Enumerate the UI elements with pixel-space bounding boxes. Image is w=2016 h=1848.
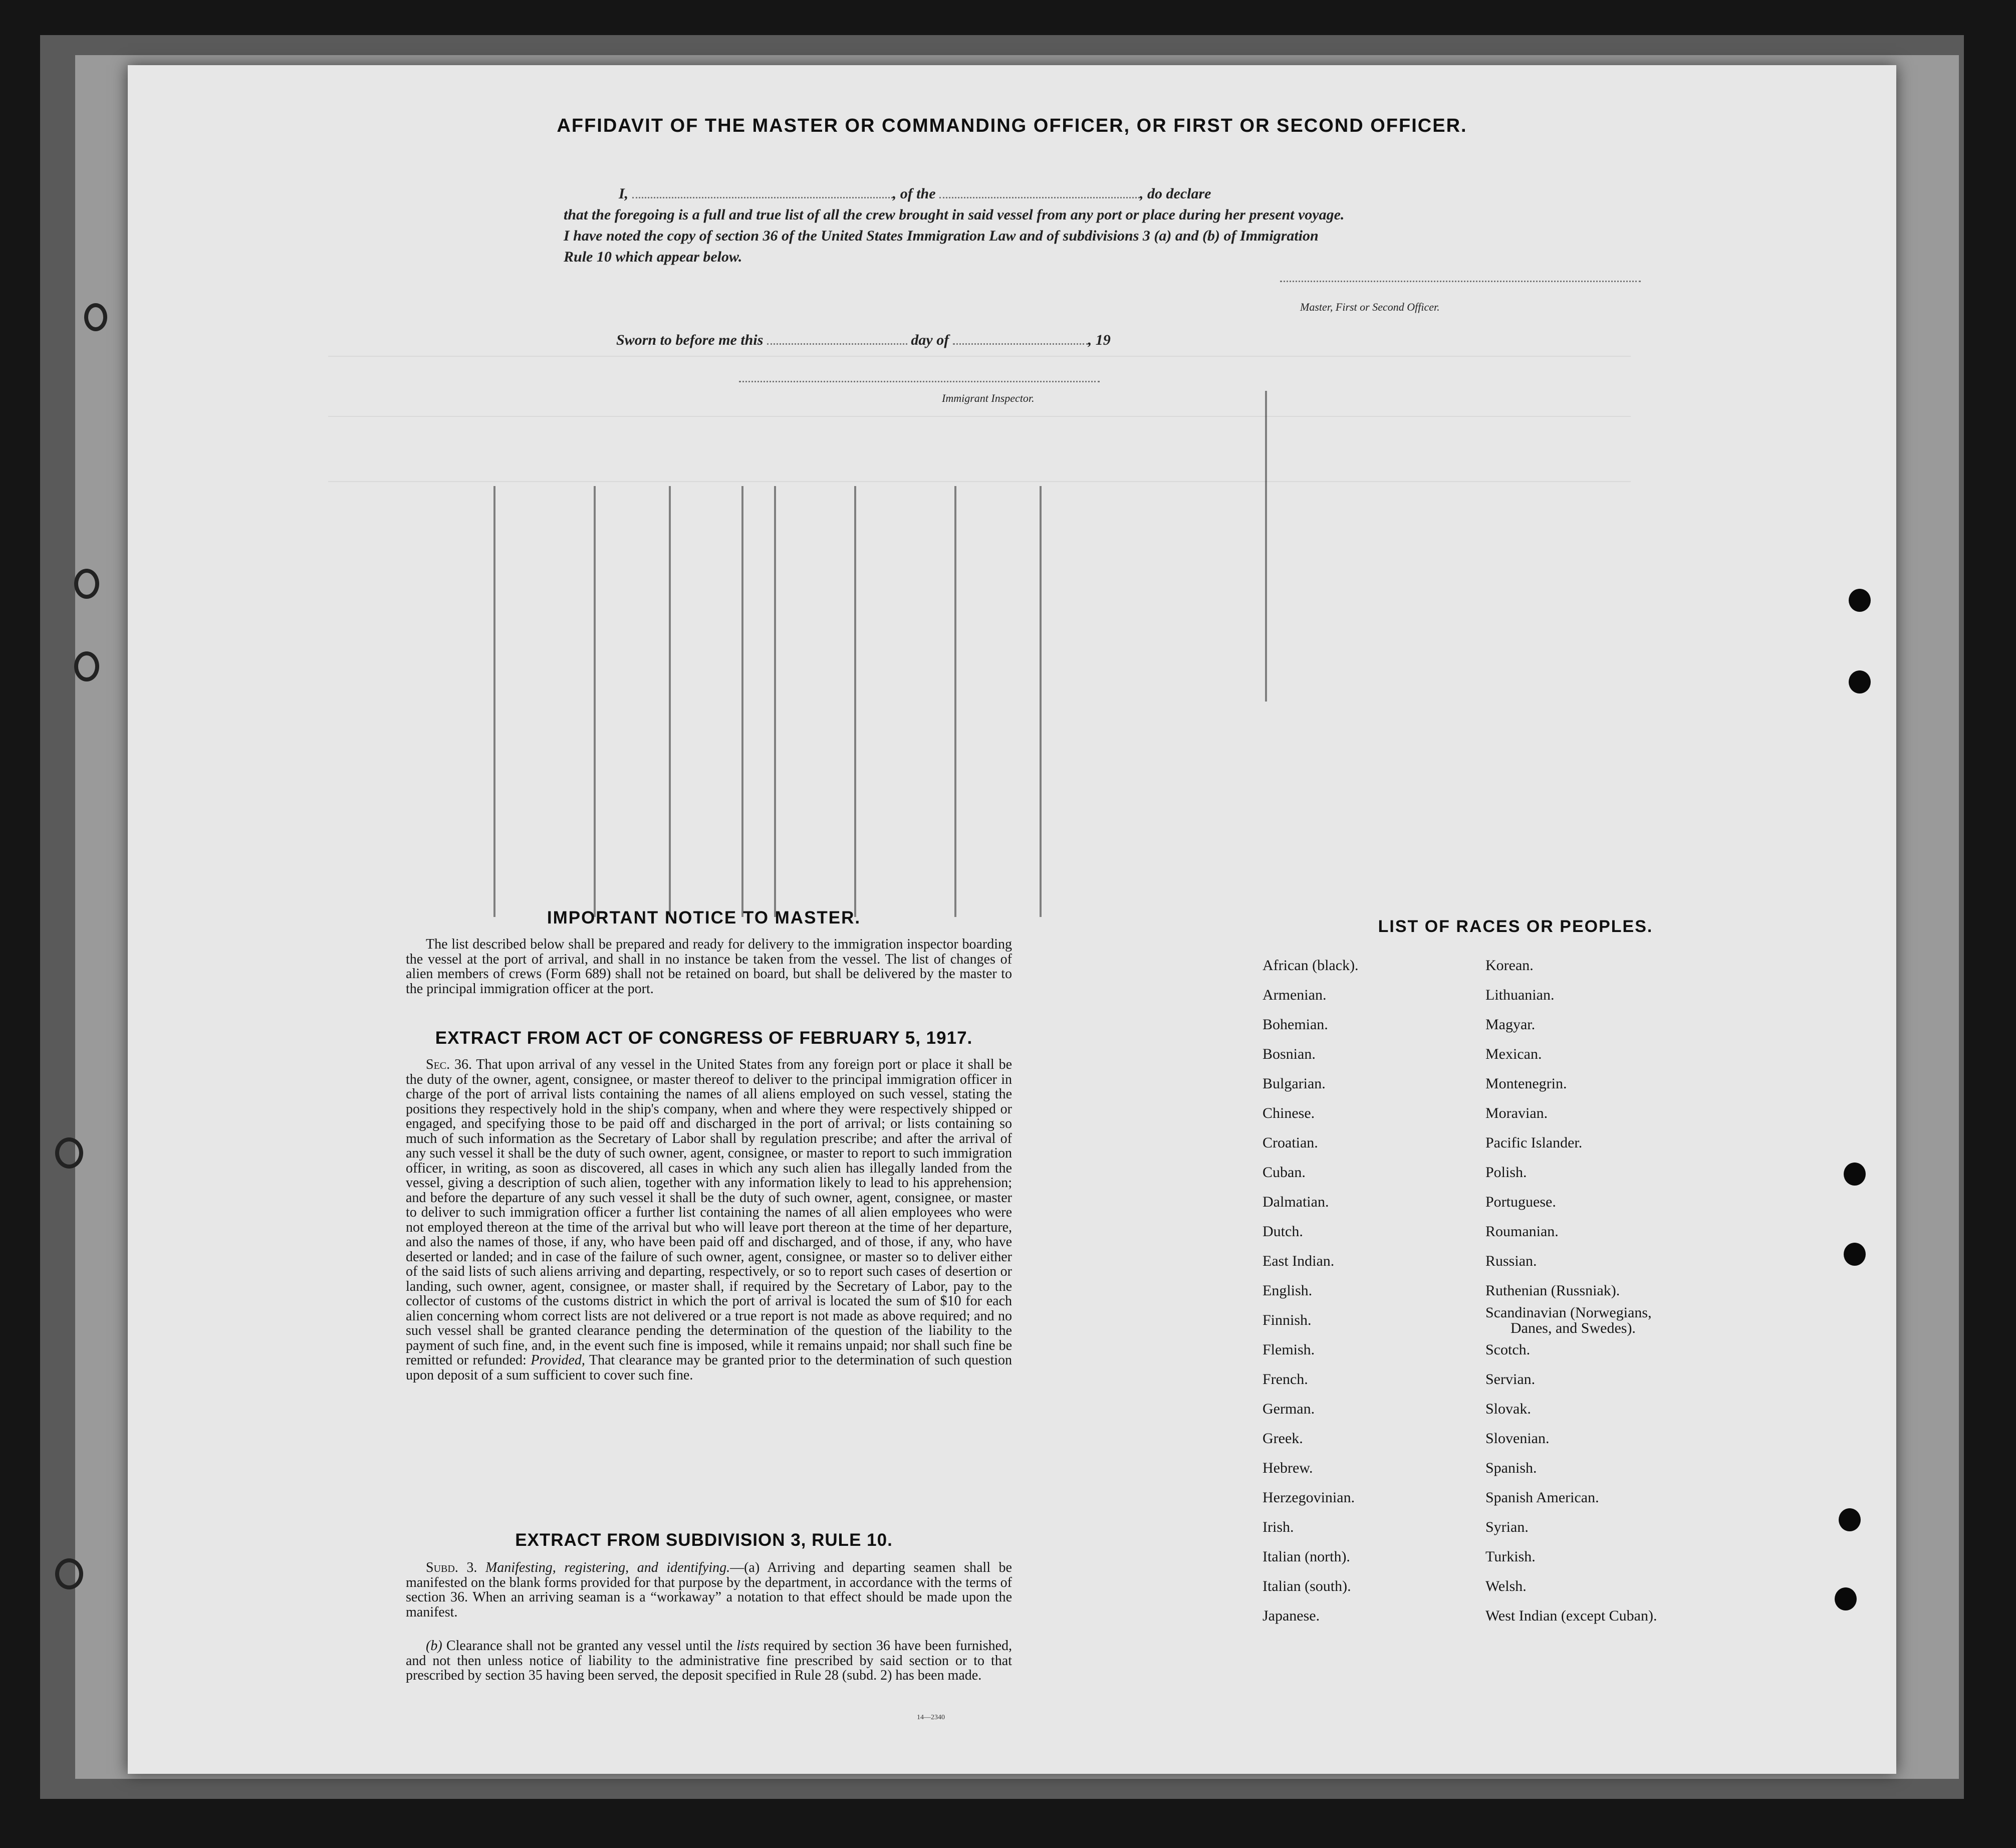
race-item: Roumanian.	[1485, 1223, 1559, 1240]
race-item: Hebrew.	[1263, 1460, 1313, 1476]
binder-hole	[55, 1558, 83, 1589]
race-item: Scandinavian (Norwegians,	[1485, 1304, 1652, 1321]
vessel-blank	[939, 197, 1140, 198]
rule-extract-para-b	[406, 1639, 1012, 1683]
race-item: Dalmatian.	[1263, 1194, 1329, 1210]
race-item: Bosnian.	[1263, 1046, 1316, 1062]
sworn-text: Sworn to before me this	[616, 332, 764, 348]
month-blank	[953, 343, 1088, 345]
para-b-label: (b)	[426, 1638, 442, 1654]
declaration-line-4: Rule 10 which appear below.	[564, 249, 742, 265]
race-item: Pacific Islander.	[1485, 1134, 1583, 1151]
section-36-end: That clearance may be granted prior to the determination of such question upon deposit of a sum sufficient to cover such fine.	[406, 1352, 1013, 1383]
bleed-through-rule	[493, 486, 495, 917]
race-item: Servian.	[1485, 1371, 1536, 1388]
race-item: Finnish.	[1263, 1312, 1312, 1328]
notice-text	[406, 937, 1012, 996]
race-item: Lithuanian.	[1485, 987, 1555, 1003]
race-item: Italian (north).	[1263, 1548, 1350, 1565]
declaration-line-1	[619, 185, 1211, 202]
binder-hole	[84, 303, 107, 331]
race-item: Spanish American.	[1485, 1489, 1599, 1506]
race-item: Japanese.	[1263, 1607, 1320, 1624]
rule-extract-para-a	[406, 1560, 1012, 1620]
year-text: , 19	[1088, 332, 1111, 348]
sworn-line	[616, 332, 1111, 349]
punch-hole	[1844, 1163, 1866, 1186]
notice-title: IMPORTANT NOTICE TO MASTER.	[547, 908, 861, 928]
binder-hole	[74, 651, 99, 681]
para-b-lists: lists	[736, 1638, 760, 1654]
race-item: Russian.	[1485, 1253, 1537, 1269]
bleed-through-rule	[328, 356, 1631, 357]
race-item: Croatian.	[1263, 1134, 1318, 1151]
declaration-line-3: I have noted the copy of section 36 of the United States Immigration Law and of subdivisions 3 (a) and (b) of Immigration	[564, 227, 1319, 244]
subd-heading: Manifesting, registering, and identifying.	[485, 1560, 730, 1575]
race-item: Herzegovinian.	[1263, 1489, 1355, 1506]
punch-hole	[1839, 1508, 1861, 1531]
bleed-through-rule	[328, 416, 1631, 417]
para-b-text-2: required by section 36 have been furnished, and not then unless notice of liability to the administrative fine prescribed by said section or to that prescribed by section 35 having been served, the deposit specified in Rule 28 (subd. 2) has been made.	[406, 1638, 1013, 1683]
race-item: East Indian.	[1263, 1253, 1335, 1269]
bleed-through-rule	[328, 481, 1631, 482]
race-item-continued: Danes, and Swedes).	[1510, 1320, 1636, 1336]
race-item: Flemish.	[1263, 1341, 1315, 1358]
notice-body: The list described below shall be prepared and ready for delivery to the immigration inspector boarding the vessel at the port of arrival, and shall in no instance be taken from the vessel. The list of changes of alien members of crews (Form 689) shall not be retained on board, but shall be delivered by the master to the principal immigration officer at the port.	[406, 937, 1012, 997]
race-item: Portuguese.	[1485, 1194, 1556, 1210]
race-item: Mexican.	[1485, 1046, 1542, 1062]
race-item: Montenegrin.	[1485, 1075, 1567, 1092]
race-item: Magyar.	[1485, 1016, 1536, 1033]
race-item: Slovenian.	[1485, 1430, 1550, 1447]
race-item: German.	[1263, 1401, 1315, 1417]
subd-para-a: —(a) Arriving and departing seamen shall be manifested on the blank forms provided for that purpose by the department, in accordance with the terms of section 36. When an arriving seaman is a “workaway” a notation to that effect should be made upon the manifest.	[406, 1560, 1012, 1620]
section-36-label: Sec. 36.	[426, 1057, 472, 1072]
races-title: LIST OF RACES OR PEOPLES.	[1378, 917, 1653, 936]
race-item: Greek.	[1263, 1430, 1303, 1447]
race-item: Dutch.	[1263, 1223, 1303, 1240]
master-caption: Master, First or Second Officer.	[1300, 301, 1440, 313]
rule-extract-title: EXTRACT FROM SUBDIVISION 3, RULE 10.	[515, 1530, 893, 1550]
race-item: African (black).	[1263, 957, 1359, 974]
race-item: Chinese.	[1263, 1105, 1315, 1121]
declaration-line-2: that the foregoing is a full and true list of all the crew brought in said vessel from any port or place during her present voyage.	[564, 206, 1345, 223]
provided-word: Provided,	[531, 1352, 585, 1368]
punch-hole	[1849, 589, 1871, 612]
section-36-body: That upon arrival of any vessel in the United States from any foreign port or place it shall be the duty of the owner, agent, consignee, or master thereof to deliver to the principal immigration officer in charge of the port of arrival lists containing the names of all aliens employed on such vessel, stating the positions they respectively hold in the ship's company, when and where they were respectively shipped or engaged, and specifying those to be paid off and discharged in the port of arrival; or lists containing so much of such information as the Secretary of Labor shall by regulation prescribe; and after the arrival of any such vessel it shall be the duty of such owner, agent, consignee, or master to report to such immigration officer, in writing, as soon as discovered, all cases in which any such alien has illegally landed from the vessel, giving a description of such alien, together with any information likely to lead to his apprehension; and before the departure of any such vessel it shall be the duty of such owner, agent, consignee, or master to deliver to such immigration officer a further list containing the names of all alien employees who were not employed thereon at the time of the arrival but who will leave port thereon at the time of her departure, and also the names of those, if any, who have been paid off and discharged, and of those, if any, who have deserted or landed; and in case of the failure of such owner, agent, consignee, or master so to deliver either of the said lists of such aliens arriving and departing, respectively, or so to report such cases of desertion or landing, such owner, agent, consignee, or master shall, if required by the Secretary of Labor, pay to the collector of customs of the customs district in which the port of arrival is located the sum of $10 for each alien concerning whom correct lists are not delivered or a true report is not made as above required; and no such vessel shall be granted clearance pending the determination of the question of the liability to the payment of such fine, and, in the event such fine is imposed, while it remains unpaid; nor shall such fine be remitted or refunded:	[406, 1057, 1012, 1368]
subd-label: Subd. 3.	[426, 1560, 477, 1575]
race-item: Bulgarian.	[1263, 1075, 1326, 1092]
race-item: Syrian.	[1485, 1519, 1529, 1535]
race-item: West Indian (except Cuban).	[1485, 1607, 1657, 1624]
race-item: English.	[1263, 1282, 1313, 1299]
binder-hole	[55, 1137, 83, 1169]
day-blank	[767, 343, 907, 345]
race-item: Polish.	[1485, 1164, 1527, 1181]
race-item: Moravian.	[1485, 1105, 1548, 1121]
race-item: Armenian.	[1263, 987, 1327, 1003]
punch-hole	[1835, 1587, 1857, 1610]
affidavit-title: AFFIDAVIT OF THE MASTER OR COMMANDING OFFICER, OR FIRST OR SECOND OFFICER.	[557, 115, 1467, 136]
binder-hole	[74, 569, 99, 599]
race-item: Irish.	[1263, 1519, 1294, 1535]
act-extract-title: EXTRACT FROM ACT OF CONGRESS OF FEBRUARY 5, 1917.	[435, 1028, 973, 1048]
para-b-text-1: Clearance shall not be granted any vessel until the	[446, 1638, 733, 1654]
bleed-through-rule	[954, 486, 956, 917]
master-signature-line	[1280, 281, 1641, 282]
punch-hole	[1844, 1243, 1866, 1266]
race-item: Cuban.	[1263, 1164, 1306, 1181]
race-item: French.	[1263, 1371, 1308, 1388]
race-item: Italian (south).	[1263, 1578, 1351, 1594]
act-extract-text	[406, 1057, 1012, 1382]
name-blank	[632, 197, 893, 198]
declaration-declare: , do declare	[1140, 185, 1211, 202]
inspector-signature-line	[739, 381, 1100, 382]
race-item: Slovak.	[1485, 1401, 1531, 1417]
bleed-through-rule	[669, 486, 671, 917]
inspector-caption: Immigrant Inspector.	[942, 392, 1035, 404]
bleed-through-rule	[1265, 391, 1267, 702]
race-item: Korean.	[1485, 957, 1534, 974]
bleed-through-rule	[1040, 486, 1042, 917]
race-item: Turkish.	[1485, 1548, 1536, 1565]
declaration-i: I,	[619, 185, 629, 202]
race-item: Scotch.	[1485, 1341, 1531, 1358]
declaration-of-the: , of the	[892, 185, 936, 202]
bleed-through-rule	[854, 486, 856, 917]
race-item: Ruthenian (Russniak).	[1485, 1282, 1620, 1299]
race-item: Bohemian.	[1263, 1016, 1328, 1033]
punch-hole	[1849, 670, 1871, 694]
bleed-through-rule	[774, 486, 776, 917]
form-number: 14—2340	[917, 1714, 945, 1721]
race-item: Welsh.	[1485, 1578, 1527, 1594]
day-of-text: day of	[911, 332, 949, 348]
form-page	[128, 65, 1896, 1774]
race-item: Spanish.	[1485, 1460, 1537, 1476]
bleed-through-rule	[741, 486, 743, 917]
bleed-through-rule	[594, 486, 596, 917]
